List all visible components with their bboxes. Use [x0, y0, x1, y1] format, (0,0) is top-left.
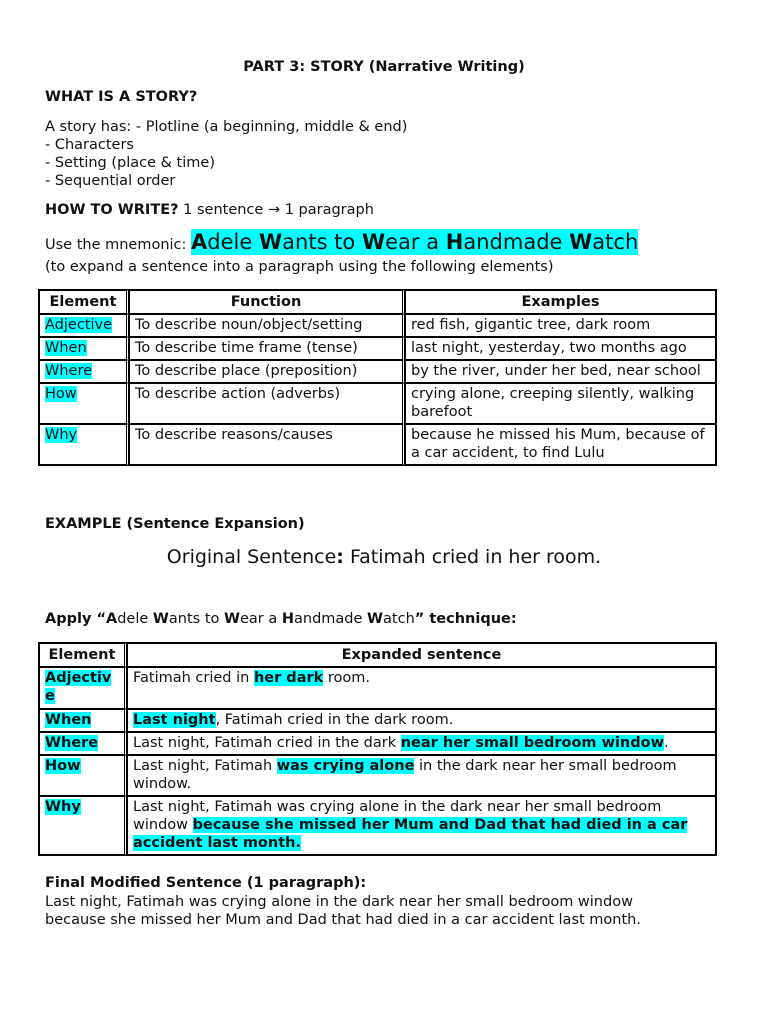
- story-line: A story has: - Plotline (a beginning, middle & end): [45, 119, 408, 135]
- element-name: Where: [45, 735, 99, 751]
- element-name: Where: [45, 363, 93, 379]
- table-row: [39, 360, 716, 383]
- examples-cell: crying alone, creeping silently, walking barefoot: [405, 383, 716, 424]
- highlighted-segment: Last night: [133, 712, 216, 728]
- element-name: How: [45, 386, 77, 402]
- original-label: Original Sentence: [166, 546, 337, 568]
- table-row: [39, 314, 716, 337]
- apply-technique-heading: [45, 611, 517, 627]
- table-header-row: [39, 290, 716, 314]
- highlighted-segment: near her small bedroom window: [400, 735, 664, 751]
- apply-rest: atch: [383, 611, 415, 627]
- original-sentence: [0, 546, 768, 568]
- expanded-cell: [127, 732, 716, 755]
- mnemonic-rest: dele: [207, 230, 259, 254]
- mnemonic-note: (to expand a sentence into a paragraph using the following elements): [45, 259, 554, 275]
- table-header-row: [39, 643, 716, 667]
- apply-close: ” technique:: [414, 611, 517, 627]
- apply-rest: ants to: [168, 611, 224, 627]
- function-cell: To describe noun/object/setting: [129, 314, 405, 337]
- mnemonic-prefix: Use the mnemonic:: [45, 237, 187, 253]
- sentence-segment: room.: [323, 670, 371, 686]
- element-cell: [39, 709, 127, 732]
- table-row: [39, 337, 716, 360]
- mnemonic-rest: atch: [592, 230, 639, 254]
- original-colon: :: [336, 546, 344, 568]
- element-name: Why: [45, 799, 81, 815]
- table-header: Function: [129, 290, 405, 314]
- apply-initial: H: [281, 611, 295, 627]
- table-row: [39, 383, 716, 424]
- expanded-cell: [127, 796, 716, 855]
- table-row: [39, 424, 716, 465]
- story-line: - Setting (place & time): [45, 155, 215, 171]
- element-name: Adjective: [45, 317, 113, 333]
- sentence-segment: Last night, Fatimah was crying alone in the dark near her small bedroom window: [133, 799, 662, 833]
- element-name: When: [45, 340, 87, 356]
- element-cell: [39, 314, 129, 337]
- mnemonic-rest: ear a: [385, 230, 446, 254]
- table-header: Expanded sentence: [127, 643, 716, 667]
- element-name: When: [45, 712, 92, 728]
- element-name: Why: [45, 427, 78, 443]
- apply-initial: W: [152, 611, 169, 627]
- sentence-segment: Fatimah cried in: [133, 670, 254, 686]
- sentence-segment: Last night, Fatimah cried in the dark: [133, 735, 401, 751]
- element-cell: [39, 732, 127, 755]
- final-sentence-heading: Final Modified Sentence (1 paragraph):: [45, 875, 367, 891]
- original-text: Fatimah cried in her room.: [343, 546, 602, 568]
- mnemonic-rest: andmade: [463, 230, 570, 254]
- table-header: Examples: [405, 290, 716, 314]
- function-cell: To describe reasons/causes: [129, 424, 405, 465]
- expanded-sentence-table: [38, 642, 717, 856]
- mnemonic-phrase: [191, 229, 638, 255]
- how-to-write-text: 1 sentence → 1 paragraph: [183, 202, 374, 218]
- highlighted-segment: was crying alone: [276, 758, 415, 774]
- story-line: - Sequential order: [45, 173, 176, 189]
- table-row: [39, 667, 716, 709]
- examples-cell: because he missed his Mum, because of a car accident, to find Lulu: [405, 424, 716, 465]
- element-cell: [39, 383, 129, 424]
- function-cell: To describe place (preposition): [129, 360, 405, 383]
- story-line: - Characters: [45, 137, 134, 153]
- table-row: [39, 796, 716, 855]
- how-to-write-line: [45, 202, 374, 218]
- function-cell: To describe action (adverbs): [129, 383, 405, 424]
- sentence-segment: .: [664, 735, 669, 751]
- element-cell: [39, 424, 129, 465]
- element-name: How: [45, 758, 81, 774]
- apply-open: Apply “: [45, 611, 106, 627]
- apply-rest: andmade: [294, 611, 368, 627]
- function-cell: To describe time frame (tense): [129, 337, 405, 360]
- story-elements-list: [45, 118, 407, 190]
- table-row: [39, 732, 716, 755]
- mnemonic-initial: W: [258, 230, 283, 254]
- how-to-write-label: HOW TO WRITE?: [45, 202, 179, 218]
- expanded-cell: [127, 709, 716, 732]
- mnemonic-rest: ants to: [282, 230, 362, 254]
- table-row: [39, 709, 716, 732]
- highlighted-segment: her dark: [253, 670, 324, 686]
- mnemonic-initial: W: [569, 230, 593, 254]
- mnemonic-initial: H: [445, 230, 464, 254]
- mnemonic-line: [45, 230, 638, 254]
- element-cell: [39, 337, 129, 360]
- examples-cell: by the river, under her bed, near school: [405, 360, 716, 383]
- final-sentence-text: Last night, Fatimah was crying alone in the dark near her small bedroom window because she missed her Mum and Dad that had died in a car accident last month.: [45, 894, 641, 928]
- elements-table: [38, 289, 717, 466]
- apply-rest: ear a: [240, 611, 282, 627]
- element-cell: [39, 755, 127, 796]
- example-heading: EXAMPLE (Sentence Expansion): [45, 516, 305, 532]
- table-row: [39, 755, 716, 796]
- table-header: Element: [39, 290, 129, 314]
- page-title: PART 3: STORY (Narrative Writing): [243, 59, 525, 75]
- mnemonic-initial: A: [191, 230, 208, 254]
- apply-initial: W: [224, 611, 240, 627]
- apply-initial: A: [105, 611, 118, 627]
- examples-cell: last night, yesterday, two months ago: [405, 337, 716, 360]
- sentence-segment: Last night, Fatimah: [133, 758, 277, 774]
- table-header: Element: [39, 643, 127, 667]
- mnemonic-initial: W: [361, 230, 386, 254]
- element-name: Adjective: [45, 670, 112, 704]
- apply-initial: W: [367, 611, 384, 627]
- sentence-segment: in the dark near her small bedroom window.: [133, 758, 677, 792]
- examples-cell: red fish, gigantic tree, dark room: [405, 314, 716, 337]
- element-cell: [39, 360, 129, 383]
- expanded-cell: [127, 667, 716, 709]
- what-is-story-heading: WHAT IS A STORY?: [45, 89, 198, 105]
- expanded-cell: [127, 755, 716, 796]
- sentence-segment: , Fatimah cried in the dark room.: [215, 712, 454, 728]
- highlighted-segment: because she missed her Mum and Dad that had died in a car accident last month.: [133, 817, 688, 851]
- apply-rest: dele: [117, 611, 153, 627]
- element-cell: [39, 667, 127, 709]
- element-cell: [39, 796, 127, 855]
